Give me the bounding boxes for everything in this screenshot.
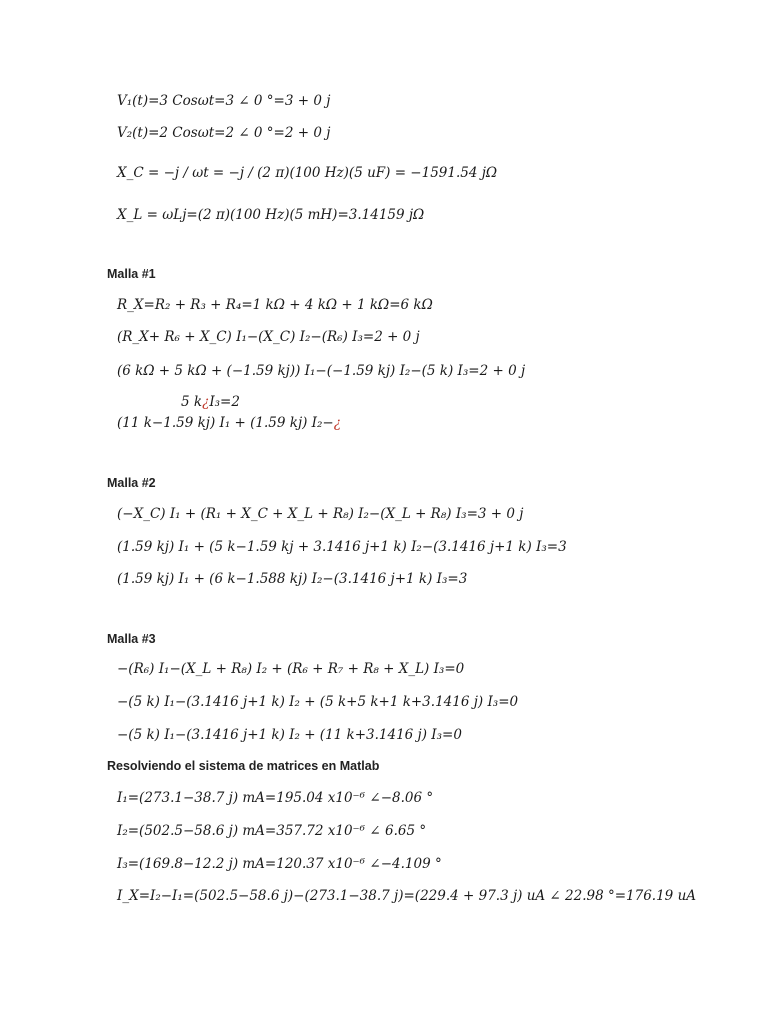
malla3-eq3: −(5 k) I₁−(3.1416 j+1 k) I₂ + (11 k+3.1416 j) I₃=0 [117, 727, 462, 743]
results-heading: Resolviendo el sistema de matrices en Matlab [107, 759, 380, 773]
malla1-eq4-part-a: 5 k [181, 394, 203, 410]
reactance-xl: X_L = ωLj=(2 π)(100 Hz)(5 mH)=3.14159 jΩ [117, 207, 425, 223]
malla1-eq4-mark: ¿ [202, 394, 210, 410]
malla1-eq4 [181, 393, 240, 411]
malla3-eq1: −(R₆) I₁−(X_L + R₈) I₂ + (R₆ + R₇ + R₈ + X_L) I₃=0 [117, 661, 465, 677]
phasor-v2: V₂(t)=2 Cosωt=2 ∠ 0 °=2 + 0 j [117, 125, 331, 141]
result-i3: I₃=(169.8−12.2 j) mA=120.37 x10⁻⁶ ∠−4.109 ° [117, 856, 442, 872]
malla2-eq1: (−X_C) I₁ + (R₁ + X_C + X_L + R₈) I₂−(X_L + R₈) I₃=3 + 0 j [117, 506, 524, 522]
result-i1: I₁=(273.1−38.7 j) mA=195.04 x10⁻⁶ ∠−8.06 ° [117, 790, 434, 806]
malla1-eq5 [117, 414, 341, 432]
malla1-heading: Malla #1 [107, 267, 156, 281]
result-ix: I_X=I₂−I₁=(502.5−58.6 j)−(273.1−38.7 j)=(229.4 + 97.3 j) uA ∠ 22.98 °=176.19 uA [117, 888, 697, 904]
malla2-heading: Malla #2 [107, 476, 156, 490]
malla1-eq3: (6 kΩ + 5 kΩ + (−1.59 kj)) I₁−(−1.59 kj) I₂−(5 k) I₃=2 + 0 j [117, 363, 526, 379]
result-i2: I₂=(502.5−58.6 j) mA=357.72 x10⁻⁶ ∠ 6.65 ° [117, 823, 427, 839]
malla1-eq4-part-c: I₃=2 [209, 394, 240, 410]
phasor-v1: V₁(t)=3 Cosωt=3 ∠ 0 °=3 + 0 j [117, 93, 331, 109]
malla2-eq2: (1.59 kj) I₁ + (5 k−1.59 kj + 3.1416 j+1 k) I₂−(3.1416 j+1 k) I₃=3 [117, 539, 567, 555]
malla3-eq2: −(5 k) I₁−(3.1416 j+1 k) I₂ + (5 k+5 k+1 k+3.1416 j) I₃=0 [117, 694, 519, 710]
malla1-eq5-part-a: (11 k−1.59 kj) I₁ + (1.59 kj) I₂− [117, 415, 334, 431]
malla1-eq2: (R_X+ R₆ + X_C) I₁−(X_C) I₂−(R₆) I₃=2 + 0 j [117, 329, 420, 345]
malla1-eq1: R_X=R₂ + R₃ + R₄=1 kΩ + 4 kΩ + 1 kΩ=6 kΩ [117, 297, 433, 313]
malla1-eq5-mark: ¿ [333, 415, 341, 431]
malla3-heading: Malla #3 [107, 632, 156, 646]
malla2-eq3: (1.59 kj) I₁ + (6 k−1.588 kj) I₂−(3.1416 j+1 k) I₃=3 [117, 571, 468, 587]
reactance-xc: X_C = −j / ωt = −j / (2 π)(100 Hz)(5 uF) = −1591.54 jΩ [117, 165, 498, 181]
